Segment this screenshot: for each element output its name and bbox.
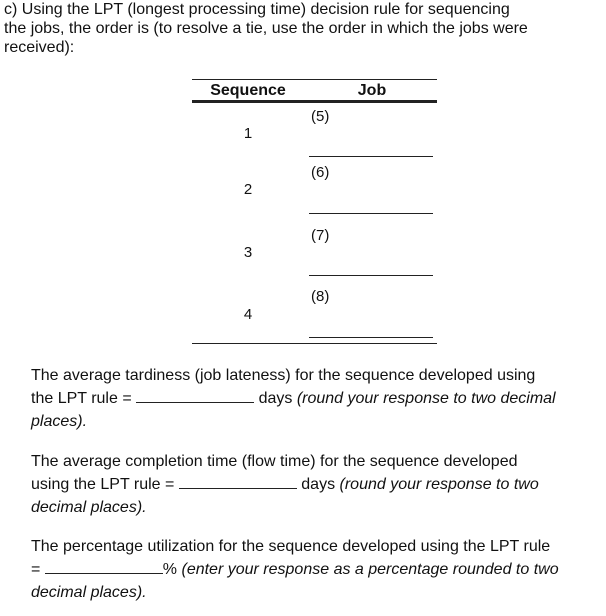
job-input-4[interactable]: [309, 337, 433, 338]
intro-line-2: the jobs, the order is (to resolve a tie, use the order in which the jobs were: [4, 20, 528, 37]
sequence-number-3: 3: [243, 244, 253, 261]
tardiness-prefix: the LPT rule =: [31, 390, 132, 407]
sequence-number-2: 2: [243, 181, 253, 198]
job-input-3[interactable]: [309, 275, 433, 276]
tardiness-unit: days: [258, 390, 293, 407]
tardiness-answer-field[interactable]: [136, 387, 254, 403]
completion-note-cont: decimal places).: [31, 499, 147, 516]
completion-unit: days: [301, 476, 336, 493]
header-job: Job: [357, 82, 387, 99]
sequence-number-4: 4: [243, 306, 253, 323]
tardiness-note: (round your response to two decimal: [296, 390, 556, 407]
table-header-rule: [192, 100, 437, 103]
intro-line-3: received):: [4, 39, 75, 56]
utilization-line-1: The percentage utilization for the sequence developed using the LPT rule: [31, 538, 551, 555]
table-top-rule: [192, 79, 437, 80]
tardiness-note-cont: places).: [31, 413, 88, 430]
completion-question: [31, 450, 601, 519]
utilization-unit: %: [162, 561, 178, 578]
utilization-question: [31, 535, 601, 604]
completion-line-1: The average completion time (flow time) for the sequence developed: [31, 453, 518, 470]
job-code-4: (8): [311, 288, 330, 305]
table-bottom-rule: [192, 343, 437, 344]
job-code-3: (7): [311, 227, 330, 244]
sequence-number-1: 1: [243, 125, 253, 142]
tardiness-question: [31, 364, 601, 433]
utilization-answer-field[interactable]: [45, 558, 163, 574]
utilization-prefix: =: [31, 561, 41, 578]
utilization-note-cont: decimal places).: [31, 584, 147, 601]
intro-line-1: c) Using the LPT (longest processing time) decision rule for sequencing: [4, 1, 510, 18]
utilization-note: (enter your response as a percentage rounded to two: [181, 561, 559, 578]
completion-note: (round your response to two: [339, 476, 539, 493]
tardiness-line-1: The average tardiness (job lateness) for the sequence developed using: [31, 367, 536, 384]
job-input-1[interactable]: [309, 156, 433, 157]
question-intro: [4, 0, 604, 57]
job-input-2[interactable]: [309, 213, 433, 214]
job-code-1: (5): [311, 108, 330, 125]
completion-answer-field[interactable]: [179, 473, 297, 489]
header-sequence: Sequence: [210, 82, 286, 99]
job-code-2: (6): [311, 164, 330, 181]
completion-prefix: using the LPT rule =: [31, 476, 175, 493]
